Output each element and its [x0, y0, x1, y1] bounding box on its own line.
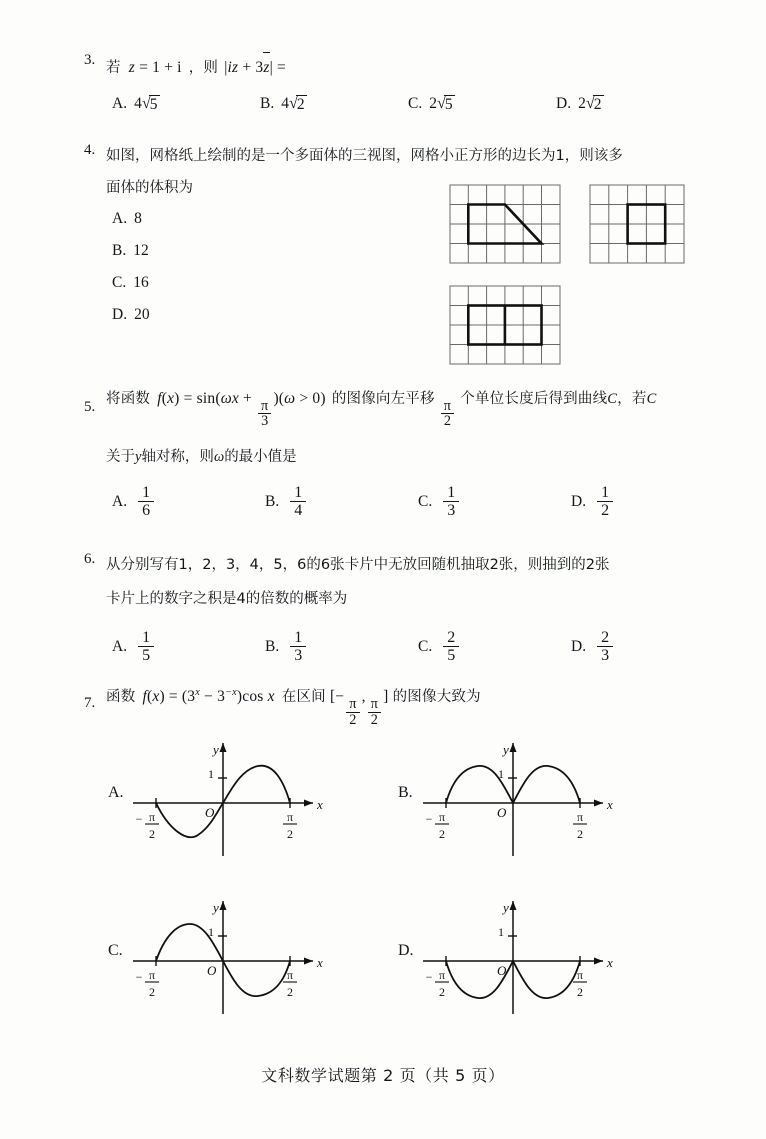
option-5-a-value: $\frac{1}{6}$	[138, 484, 154, 520]
option-3-c[interactable]	[408, 95, 556, 113]
question-3-stem-mid: ，则	[188, 60, 219, 76]
option-5-d-label: D.	[571, 492, 587, 510]
question-5-stem-line-2	[84, 445, 724, 466]
option-6-a-label: A.	[112, 637, 128, 655]
option-6-b[interactable]	[265, 629, 418, 665]
option-5-a-label: A.	[112, 492, 128, 510]
option-5-d-value: $\frac{1}{2}$	[597, 484, 613, 520]
svg-text:2: 2	[577, 827, 583, 841]
svg-text:O: O	[497, 805, 507, 820]
question-5-stem-b: 的图像向左平移	[331, 391, 435, 407]
question-3-stem-prefix: 若	[106, 60, 121, 76]
svg-text:1: 1	[208, 767, 214, 781]
question-3-number: 3.	[84, 52, 96, 68]
question-7-function-expr: $f(x) = (3^x - 3^{-x})\cos$ x	[142, 687, 275, 706]
option-5-a[interactable]	[112, 484, 265, 520]
svg-text:−: −	[135, 970, 143, 984]
svg-text:2: 2	[439, 827, 445, 841]
svg-text:1: 1	[208, 925, 214, 939]
svg-text:O: O	[205, 805, 215, 820]
option-6-a-value: $\frac{1}{5}$	[138, 629, 154, 665]
graph-option-b-label: B.	[398, 784, 413, 801]
option-5-b-value: $\frac{1}{4}$	[290, 484, 306, 520]
option-3-b-label: B.	[260, 95, 275, 112]
option-3-d[interactable]	[556, 95, 604, 113]
question-6-options	[84, 629, 724, 665]
question-4-stem-text-2: 面体的体积为	[106, 180, 193, 196]
option-4-d-value: 20	[134, 306, 150, 323]
option-3-a-value: 4 √ 5	[134, 94, 158, 113]
svg-text:y: y	[503, 742, 509, 757]
question-5-stem-a: 将函数	[106, 391, 151, 407]
svg-text:−: −	[425, 970, 433, 984]
graph-option-c[interactable]	[108, 886, 358, 1026]
question-5-stem-line-1	[84, 386, 724, 429]
question-3-options	[84, 95, 704, 113]
question-7-stem-c: 在区间	[281, 689, 326, 706]
option-6-b-label: B.	[265, 637, 280, 655]
question-3-math-1: z = 1 + i	[128, 59, 186, 76]
question-4-stem-line-1	[84, 142, 714, 170]
option-5-c-label: C.	[418, 492, 433, 510]
option-6-d-label: D.	[571, 637, 587, 655]
option-4-b-value: 12	[133, 242, 149, 259]
graph-option-d[interactable]	[398, 886, 648, 1026]
svg-text:π: π	[576, 810, 584, 824]
svg-text:−: −	[425, 812, 433, 826]
option-3-c-label: C.	[408, 95, 423, 112]
svg-text:π: π	[438, 810, 446, 824]
svg-text:2: 2	[577, 985, 583, 999]
option-5-d[interactable]	[571, 484, 613, 520]
svg-text:O: O	[207, 963, 217, 978]
question-3-math-2: |iz + 3z| =	[224, 59, 286, 76]
svg-text:2: 2	[287, 985, 293, 999]
svg-text:π: π	[148, 968, 156, 982]
option-6-c[interactable]	[418, 629, 571, 665]
svg-text:x: x	[607, 797, 613, 812]
option-4-d-label: D.	[112, 306, 128, 323]
question-5-stem-line2-text: 关于y轴对称，则ω的最小值是	[106, 448, 297, 465]
question-6-stem-line-2	[84, 585, 724, 613]
svg-text:π: π	[148, 810, 156, 824]
svg-text:π: π	[438, 968, 446, 982]
question-6-stem-line-1	[84, 551, 724, 579]
option-4-c[interactable]	[112, 274, 714, 292]
question-7	[84, 680, 724, 727]
svg-text:2: 2	[439, 985, 445, 999]
svg-text:π: π	[286, 810, 294, 824]
question-7-interval: [− $\frac{\pi}{2}$ , $\frac{\pi}{2}$ ]	[329, 688, 389, 728]
front-view-figure	[449, 184, 562, 264]
question-6	[84, 551, 724, 665]
option-5-c[interactable]	[418, 484, 571, 520]
question-7-stem-d: 的图像大致为	[392, 689, 481, 706]
svg-text:y: y	[213, 742, 219, 757]
option-6-d-value: $\frac{2}{3}$	[597, 629, 613, 665]
svg-text:π: π	[576, 968, 584, 982]
question-5-stem-c: 个单位长度后得到曲线C，若C	[460, 391, 657, 407]
question-6-stem-text-2: 卡片上的数字之积是4的倍数的概率为	[106, 591, 348, 607]
option-6-c-label: C.	[418, 637, 433, 655]
svg-text:x: x	[317, 955, 323, 970]
question-3	[84, 52, 704, 113]
graph-option-b[interactable]	[398, 728, 648, 868]
question-3-stem	[84, 52, 704, 83]
svg-text:2: 2	[149, 827, 155, 841]
question-5-function-expr: f(x) = sin(ωx + $\frac{\pi}{3}$ )(ω > 0)	[157, 390, 330, 430]
option-4-a-value: 8	[134, 210, 142, 227]
svg-text:1: 1	[498, 925, 504, 939]
side-view-figure	[589, 184, 686, 264]
svg-text:x: x	[317, 797, 323, 812]
option-6-a[interactable]	[112, 629, 265, 665]
question-4-stem-text-1: 如图，网格纸上绘制的是一个多面体的三视图，网格小正方形的边长为1，则该多	[106, 148, 623, 164]
question-4-number: 4.	[84, 142, 96, 158]
svg-text:y: y	[503, 900, 509, 915]
option-6-c-value: $\frac{2}{5}$	[443, 629, 459, 665]
option-4-a-label: A.	[112, 210, 128, 227]
option-5-b-label: B.	[265, 492, 280, 510]
svg-text:x: x	[607, 955, 613, 970]
graph-option-a-label: A.	[108, 784, 124, 801]
option-5-c-value: $\frac{1}{3}$	[443, 484, 459, 520]
question-7-number: 7.	[84, 695, 96, 712]
svg-text:2: 2	[287, 827, 293, 841]
option-3-d-value: 2 √ 2	[578, 94, 602, 113]
page-footer: 文科数学试题第 2 页（共 5 页）	[261, 1066, 505, 1085]
question-6-stem-text-1: 从分别写有1，2，3，4，5，6的6张卡片中无放回随机抽取2张，则抽到的2张	[106, 557, 610, 573]
question-5	[84, 386, 724, 519]
svg-text:π: π	[286, 968, 294, 982]
option-3-a-label: A.	[112, 95, 128, 112]
question-5-shift-amount: $\frac{\pi}{2}$	[439, 390, 456, 407]
option-4-c-label: C.	[112, 274, 127, 291]
option-5-b[interactable]	[265, 484, 418, 520]
svg-text:O: O	[497, 963, 507, 978]
option-3-b[interactable]	[260, 95, 408, 113]
option-4-c-value: 16	[133, 274, 149, 291]
option-3-b-value: 4 √ 2	[281, 94, 305, 113]
graph-option-d-label: D.	[398, 942, 414, 959]
question-5-number: 5.	[84, 398, 96, 415]
option-4-d[interactable]	[112, 306, 714, 324]
option-6-b-value: $\frac{1}{3}$	[290, 629, 306, 665]
option-3-d-label: D.	[556, 95, 572, 112]
question-6-number: 6.	[84, 551, 96, 567]
option-3-a[interactable]	[112, 95, 260, 113]
graph-option-a[interactable]	[108, 728, 358, 868]
question-5-options	[84, 484, 724, 520]
option-4-b-label: B.	[112, 242, 127, 259]
option-3-c-value: 2 √ 5	[429, 94, 453, 113]
top-view-figure	[449, 285, 562, 365]
svg-text:y: y	[213, 900, 219, 915]
svg-text:−: −	[135, 812, 143, 826]
option-6-d[interactable]	[571, 629, 613, 665]
svg-text:2: 2	[149, 985, 155, 999]
question-7-stem	[84, 680, 724, 727]
graph-option-c-label: C.	[108, 942, 123, 959]
svg-text:1: 1	[498, 767, 504, 781]
question-7-stem-a: 函数	[106, 689, 136, 706]
